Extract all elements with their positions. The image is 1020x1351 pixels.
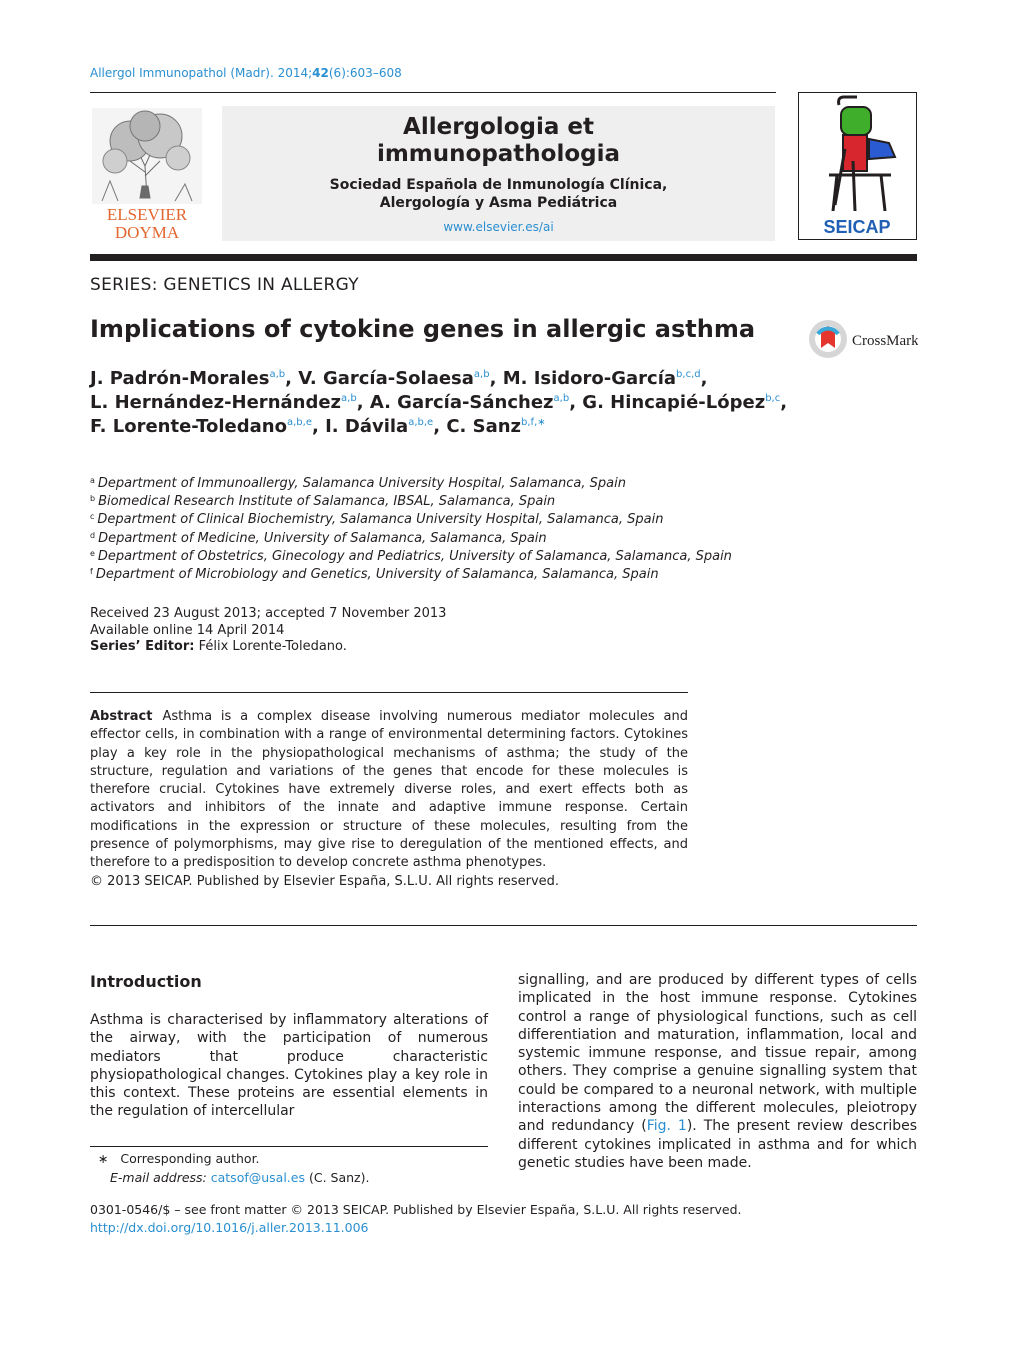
header-rule [90,92,776,93]
seicap-figure-icon [799,93,916,239]
author[interactable]: C. Sanz$^{b,f,∗}$ [446,416,546,437]
svg-text:DOYMA: DOYMA [114,223,180,242]
issn-line: 0301-0546/$ – see front matter © 2013 SEICAP. Published by Elsevier España, S.L.U. All rights reserved. [90,1202,742,1217]
affiliation-list [90,475,732,584]
section-heading-introduction: Introduction [90,972,202,991]
affiliation: $^c$ Department of Clinical Biochemistry, Salamanca University Hospital, Salamanca, Spain [90,512,664,528]
body-column-right: signalling, and are produced by different types of cells implicated in the host immune response. Cytokines control a range of physiological functions, such as cell differentiation and maturation, inflammation, local and systemic immune response, and tissue repair, among others. They comprise a genuine signalling system that could be compared to a neuronal network, with multiple interactions among the different molecules, pleiotropy and redundancy (Fig. 1). The present review describes different cytokines implicated in asthma and for which genetic studies have been made. [518,972,918,1171]
body-column-left: Asthma is characterised by inflammatory alterations of the airway, with the participation of numerous mediators that produce characteristic physiopathological changes. Cytokines play a key role in this context. These proteins are essential elements in the regulation of intercellular [90,1012,488,1120]
journal-title: Allergologia et immunopathologia [376,114,621,167]
article-history: Received 23 August 2013; accepted 7 November 2013 Available online 14 April 2014 Series’ Editor: Félix Lorente-Toledano. [90,606,447,654]
series-label: SERIES: GENETICS IN ALLERGY [90,275,359,295]
abstract-text: Asthma is a complex disease involving numerous mediator molecules and effector cells, in combination with a range of environmental determining factors. Cytokines play a key role in the physiopathological mechanisms of asthma; the study of the structure, regulation and variations of the genes that encode for these molecules is therefore crucial. Cytokines have extremely diverse roles, and exert effects both as activators and inhibitors of the innate and adaptive immune response. Certain modifications in the expression or structure of these molecules, resulting from the presence of polymorphisms, may give rise to deregulation of the mentioned effects, and therefore to a predisposition to develop concrete asthma phenotypes. [90,709,688,871]
series-editor: Series’ Editor: Félix Lorente-Toledano. [90,639,347,654]
abstract-top-rule [90,692,688,693]
abstract [90,708,688,891]
author[interactable]: G. Hincapié-López$^{b,c}$ [582,392,781,413]
affiliation: $^f$ Department of Microbiology and Genetics, University of Salamanca, Salamanca, Spain [90,567,659,583]
affiliation: $^e$ Department of Obstetrics, Ginecology and Pediatrics, University of Salamanca, Salamanca, Spain [90,548,732,564]
journal-citation: Allergol Immunopathol (Madr). 2014;42(6):603–608 [90,66,402,80]
header-divider [90,254,917,261]
crossmark-badge[interactable] [808,318,918,360]
affiliation: $^b$ Biomedical Research Institute of Salamanca, IBSAL, Salamanca, Spain [90,494,556,510]
footnote-rule [90,1146,488,1147]
affiliation: $^d$ Department of Medicine, University of Salamanca, Salamanca, Spain [90,530,547,546]
author[interactable]: L. Hernández-Hernández$^{a,b}$ [90,392,357,413]
author[interactable]: I. Dávila$^{a,b,e}$ [325,416,434,437]
journal-url-link[interactable]: www.elsevier.es/ai [443,220,554,234]
author[interactable]: J. Padrón-Morales$^{a,b}$ [90,368,286,389]
affiliation: $^a$ Department of Immunoallergy, Salamanca University Hospital, Salamanca, Spain [90,476,626,491]
corresponding-author-footnote: ∗ Corresponding author. E-mail address: catsof@usal.es (C. Sanz). [98,1151,370,1185]
article-title: Implications of cytokine genes in allergic asthma [90,315,756,343]
abstract-copyright: © 2013 SEICAP. Published by Elsevier España, S.L.U. All rights reserved. [90,873,560,889]
author[interactable]: F. Lorente-Toledano$^{a,b,e}$ [90,416,312,437]
author[interactable]: V. García-Solaesa$^{a,b}$ [298,368,490,389]
elsevier-tree-icon [90,106,204,242]
abstract-label: Abstract [90,709,153,724]
email-link[interactable]: catsof@usal.es [210,1169,305,1185]
page-footer [90,1201,742,1238]
figure-1-link[interactable]: Fig. 1 [646,1118,687,1135]
author-list: J. Padrón-Morales$^{a,b}$, V. García-Solaesa$^{a,b}$, M. Isidoro-García$^{b,c,d}$, L. Hernández-Hernández$^{a,b}$, A. García-Sánchez$^{a,b}$, G. Hincapié-López$^{b,c}$, F. Lorente-Toledano$^{a,b,e}$, I. Dávila$^{a,b,e}$, C. Sanz$^{b,f,∗}$ [90,368,788,437]
svg-text:SEICAP: SEICAP [823,217,891,237]
elsevier-doyma-logo [90,106,204,242]
society-name: Sociedad Española de Inmunología Clínica, Alergología y Asma Pediátrica [329,177,668,211]
doi-link[interactable]: http://dx.doi.org/10.1016/j.aller.2013.11.006 [90,1220,369,1236]
author[interactable]: A. García-Sánchez$^{a,b}$ [369,392,570,413]
svg-text:ELSEVIER: ELSEVIER [106,205,188,224]
abstract-bottom-rule [90,925,917,926]
author[interactable]: M. Isidoro-García$^{b,c,d}$ [502,368,701,389]
seicap-logo [798,92,917,240]
svg-text:CrossMark: CrossMark [852,333,918,349]
